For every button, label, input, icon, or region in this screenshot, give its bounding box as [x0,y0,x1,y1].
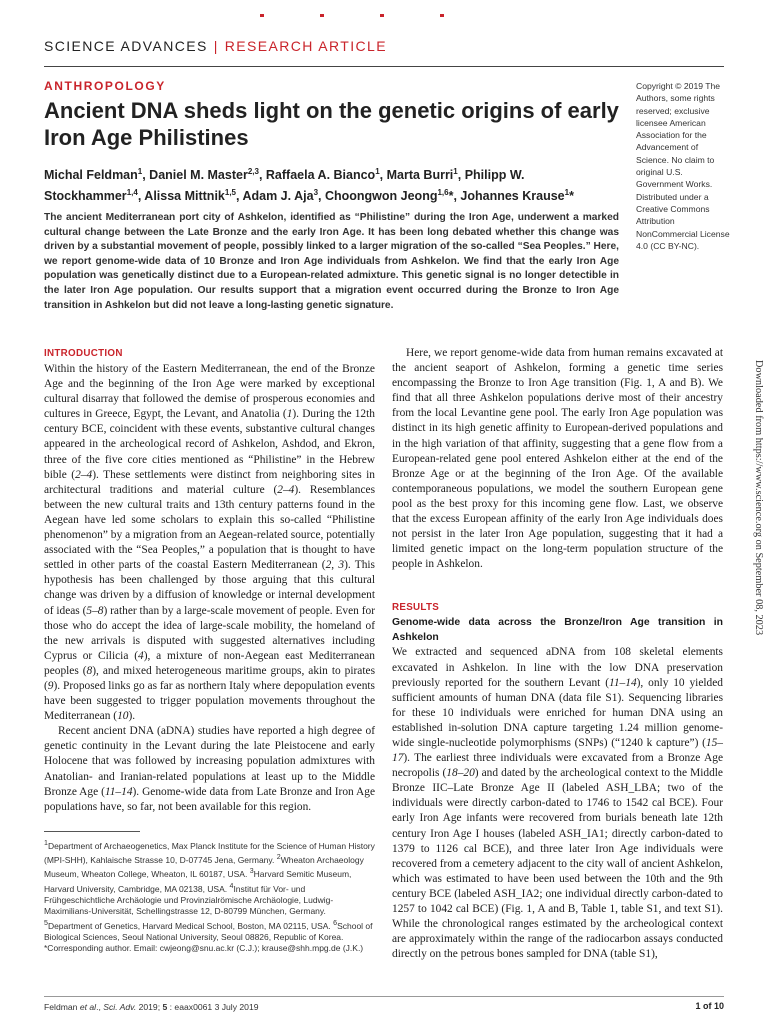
article-type: RESEARCH ARTICLE [224,38,387,54]
author-list: Michal Feldman$^1$, Daniel M. Master$^{2,3}$, Raffaela A. Bianco$^1$, Marta Burri$^1$, Philipp W. Stockhammer$^{1,4}$, Alissa Mittnik$^{1,5}$, Adam J. Aja$^3$, Choongwon Jeong$^{1,6}$*, Johannes Krause$^1$* [44,167,574,204]
top-crop-marks [260,14,460,18]
journal-header [44,38,387,54]
download-sidenote-text: Downloaded from https://www.science.org on September 08, 2023 [753,360,764,636]
header-separator: | [213,38,219,54]
right-column [392,346,723,962]
intro-paragraph-2: Recent ancient DNA (aDNA) studies have reported a high degree of genetic continuity in the Levant during the late Pleistocene and early Holocene that was followed by increasing population admixtures with Anatolian- and Iranian-related populations at least up to the Middle Bronze Age (11–14). Genome-wide data from Late Bronze and Iron Age populations have, so far, not been available for this region. [44,725,375,813]
left-column [44,346,375,955]
citation-footer: Feldman et al., Sci. Adv. 2019; 5 : eaax0061 3 July 2019 [44,1002,259,1012]
abstract: The ancient Mediterranean port city of Ashkelon, identified as “Philistine” during the Iron Age, underwent a marked cultural change between the Late Bronze and the early Iron Age. It has been long debated whether this change was driven by a substantial movement of people, possibly linked to a larger migration of the so-called “Sea Peoples.” Here, we report genome-wide data of 10 Bronze and Iron Age individuals from Ashkelon. We find that the early Iron Age population was genetically distinct due to a European-related admixture. This genetic signal is no longer detectible in the later Iron Age population. Our results support that a migration event occurred during the Bronze to Iron Age transition in Ashkelon but did not leave a long-lasting genetic signature. [44,212,619,311]
page-number: 1 of 10 [695,1001,724,1011]
header-rule [44,66,724,67]
corresponding-author: *Corresponding author. Email: cwjeong@snu.ac.kr (C.J.); krause@shh.mpg.de (J.K.) [44,943,364,954]
results-heading: RESULTS [392,602,440,614]
footer-rule [44,996,724,997]
footnotes [44,838,375,955]
results-paragraph-1: We extracted and sequenced aDNA from 108 skeletal elements excavated in Ashkelon. In line with the low DNA preservation previously reported for the southern Levant (11–14), only 10 yielded sufficient amounts of human DNA (data file S1). Sequencing libraries for these 10 individuals were enriched for human DNA using an established in-solution DNA capture targeting 1.24 million genome-wide single-nucleotide polymorphisms (SNPs) (“1240 k capture”) (15–17). The earliest three individuals were excavated from a Bronze Age necropolis (18–20) and dated by the archeological context to the Middle Bronze IIC–Late Bronze Age II (labeled ASH_LBA; two of the individuals were directly carbon-dated to 1746 to 1542 cal BCE). Four early Iron Age infants were recovered from burials beneath late 12th century Iron Age I houses (labeled ASH_IA1; directly carbon-dated to 1379 to 1126 cal BCE), and three later Iron Age individuals were recovered from a cemetery adjacent to the city wall of ancient Ashkelon, which was estimated to have been used between the 10th and the 9th century BCE (labeled ASH_IA2; one individual directly carbon-dated to 1257 to 1042 cal BCE) (Fig. 1, A and B, Table 1, table S1, and text S1). While the chronological ranges estimated by the archeological context are approximately within the range of the radiocarbon assays conducted directly on the petrous bones sampled for DNA (table S1), [392,646,724,961]
journal-name: SCIENCE ADVANCES [44,38,208,54]
section-tag: ANTHROPOLOGY [44,79,166,93]
intro-paragraph-1: Within the history of the Eastern Mediterranean, the end of the Bronze Age and the beginning of the Iron Age were marked by exceptional cultural disarray that followed the demise of prosperous economies and cultures in Greece, Egypt, the Levant, and Anatolia (1). During the 12th century BCE, coincident with these events, substantive cultural changes appeared in the archeological record of Ashkelon, Ashdod, and Ekron, three of the five core cities mentioned as “Philistine” in the Hebrew bible (2–4). These settlements were distinct from neighboring sites in architectural traditions and material culture (2–4). Resemblances between the new cultural traits and 13th century patterns found in the Aegean have led some scholars to explain this so-called “Philistine phenomenon” by a migration from an Aegean-related source, potentially associated with the “Sea Peoples,” a population that is thought to have settled in other parts of the coastal Eastern Mediterranean (2, 3). This hypothesis has been challenged by those arguing that this cultural change was driven by a diffusion of knowledge or internal development of ideas (5–8) rather than by a large-scale movement of people. Even for those who do accept the idea of large-scale mobility, the homeland of the new arrivals is disputed with suggested alternatives including Cyprus or Cilicia (4), a mixture of non-Aegean east Mediterranean peoples (8), and mixed heterogeneous maritime groups, akin to pirates (9). Proposed links go as far as northern Italy where depopulation events have been suggested to trigger population movements throughout the Mediterranean (10). [44,363,376,723]
intro-paragraph-3: Here, we report genome-wide data from human remains excavated at the ancient seaport of Ashkelon, forming a genetic time series encompassing the Bronze to Iron Age transition (Fig. 1, A and B). We find that all three Ashkelon populations derive most of their ancestry from the local Levantine gene pool. The early Iron Age population was distinct in its high genetic affinity to European-derived populations and in the high variation of that affinity, suggesting that a gene flow from a European-related gene pool entered Ashkelon either at the end of the Bronze Age or at the beginning of the Iron Age. Of the available contemporaneous populations, we model the southern European gene pool as the best proxy for this incoming gene flow. Last, we observe that the excess European affinity of the early Iron Age individuals does not persist in the later Iron Age population, suggesting that it had a limited genetic impact on the long-term population structure of the people in Ashkelon. [392,347,723,571]
affiliations: $^1$Department of Archaeogenetics, Max Planck Institute for the Science of Human History (MPI-SHH), Kahlaische Strasse 10, D-07745 Jena, Germany. $^2$Wheaton Archaeology Museum, Wheaton College, Wheaton, IL 60187, USA. $^3$Harvard Semitic Museum, Harvard University, Cambridge, MA 02138, USA. $^4$Institut für Vor- und Frühgeschichtliche Archäologie und Provinzialrömische Archäologie, Ludwig-Maximilians-Universität, Schellingstrasse 12, D-80799 München, Germany. $^5$Department of Genetics, Harvard Medical School, Boston, MA 02115, USA. $^6$School of Biological Sciences, Seoul National University, Seoul 08826, Republic of Korea. [44,838,375,942]
footnote-divider [44,831,140,832]
article-title: Ancient DNA sheds light on the genetic origins of early Iron Age Philistines [44,98,619,150]
results-subheading: Genome-wide data across the Bronze/Iron Age transition in Ashkelon [392,617,723,643]
introduction-heading: INTRODUCTION [44,348,123,359]
copyright-notice: Copyright © 2019 The Authors, some rights reserved; exclusive licensee American Association for the Advancement of Science. No claim to original U.S. Government Works. Distributed under a Creative Commons Attribution NonCommercial License 4.0 (CC BY-NC). [636,81,730,251]
download-sidenote [752,360,766,660]
